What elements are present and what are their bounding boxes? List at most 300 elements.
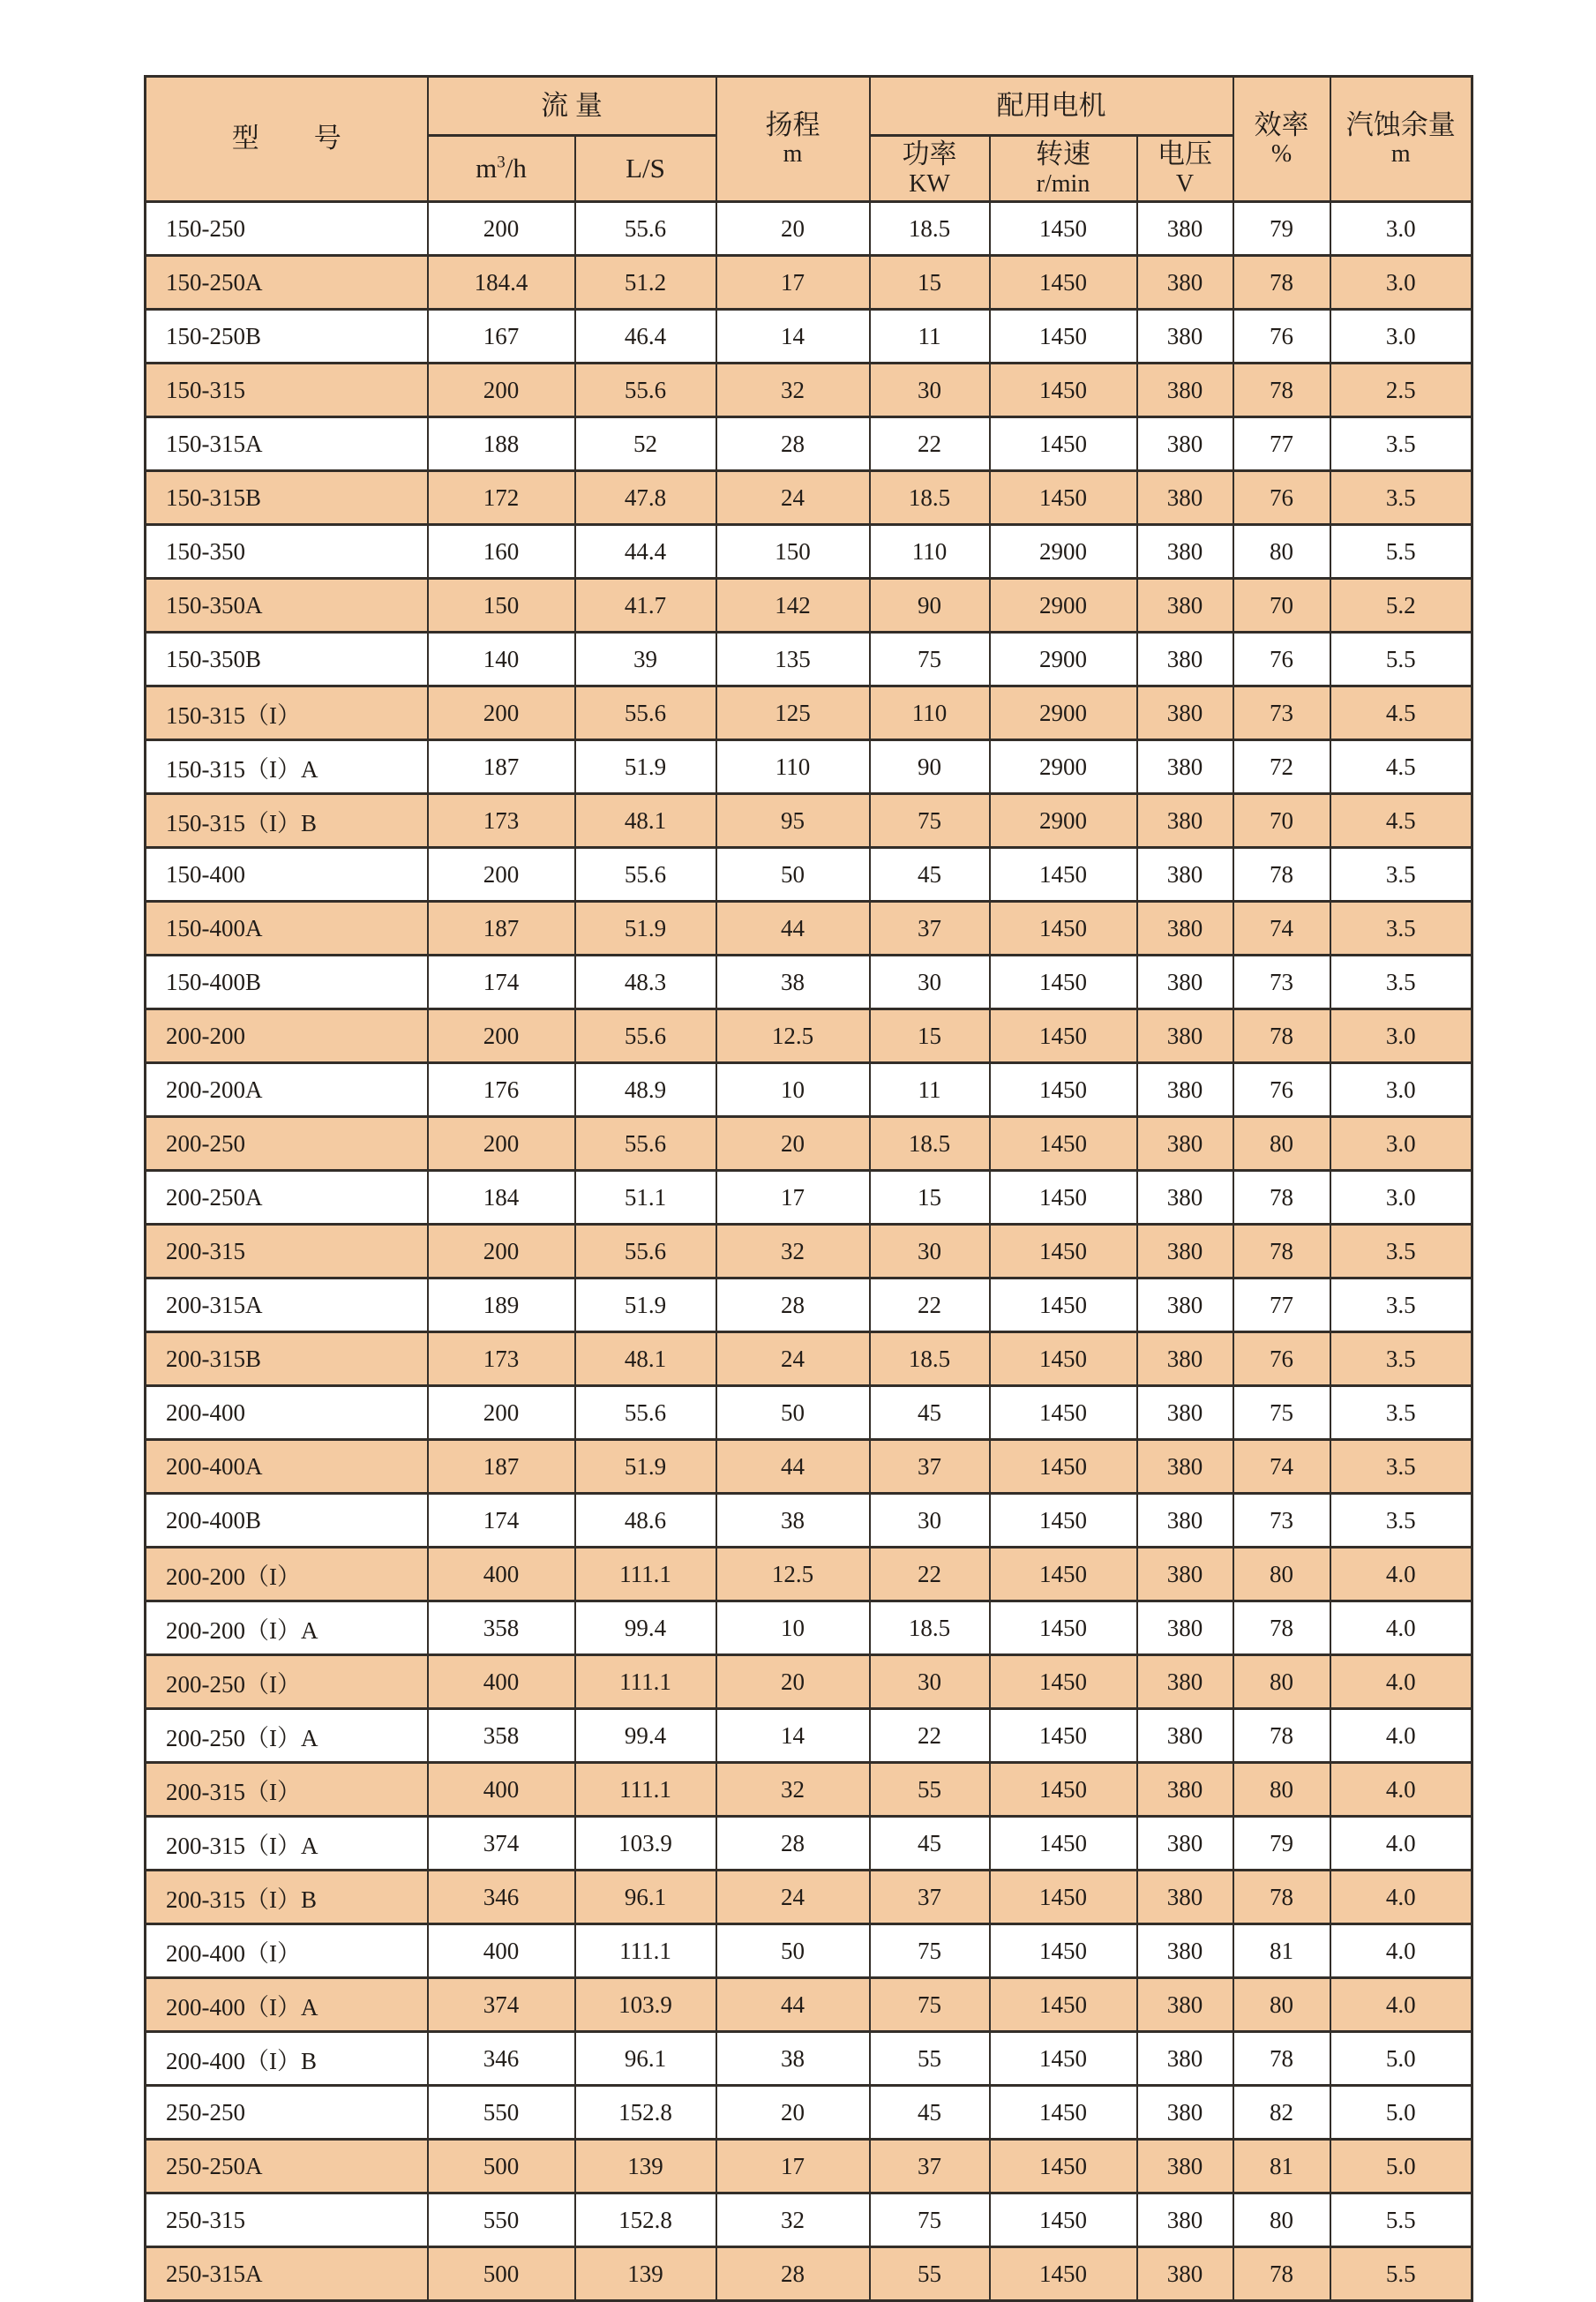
table-row (146, 471, 1472, 525)
cell-flow-m3h: 500 (428, 2247, 575, 2301)
cell-model: 200-315（I）A (146, 1817, 428, 1871)
cell-flow-ls: 51.9 (575, 1440, 716, 1494)
cell-model: 200-400B (146, 1494, 428, 1548)
cell-speed-rpm: 1450 (990, 2247, 1137, 2301)
cell-flow-ls: 46.4 (575, 310, 716, 364)
cell-speed-rpm: 1450 (990, 2032, 1137, 2086)
table-row (146, 202, 1472, 256)
cell-model: 200-400（I）B (146, 2032, 428, 2086)
cell-flow-ls: 55.6 (575, 1009, 716, 1063)
cell-npsh: 3.0 (1330, 256, 1472, 310)
col-header-head (716, 77, 870, 202)
cell-power-kw: 18.5 (870, 471, 990, 525)
cell-npsh: 3.5 (1330, 1440, 1472, 1494)
cell-efficiency: 78 (1233, 1709, 1330, 1763)
cell-power-kw: 18.5 (870, 1601, 990, 1655)
cell-head: 32 (716, 2193, 870, 2247)
cell-head: 135 (716, 633, 870, 686)
cell-power-kw: 45 (870, 2086, 990, 2140)
cell-flow-m3h: 174 (428, 956, 575, 1009)
cell-speed-rpm: 1450 (990, 1225, 1137, 1278)
cell-speed-rpm: 1450 (990, 1171, 1137, 1225)
cell-flow-ls: 41.7 (575, 579, 716, 633)
cell-power-kw: 55 (870, 2247, 990, 2301)
cell-speed-rpm: 1450 (990, 1278, 1137, 1332)
cell-flow-m3h: 187 (428, 740, 575, 794)
cell-flow-m3h: 200 (428, 686, 575, 740)
cell-model: 150-350 (146, 525, 428, 579)
table-header (146, 77, 1472, 202)
cell-speed-rpm: 1450 (990, 1655, 1137, 1709)
cell-flow-ls: 51.2 (575, 256, 716, 310)
table-row (146, 2086, 1472, 2140)
cell-model: 150-350A (146, 579, 428, 633)
cell-efficiency: 80 (1233, 525, 1330, 579)
cell-flow-ls: 44.4 (575, 525, 716, 579)
cell-flow-ls: 139 (575, 2247, 716, 2301)
cell-voltage: 380 (1137, 686, 1233, 740)
cell-speed-rpm: 2900 (990, 794, 1137, 848)
cell-npsh: 4.0 (1330, 1601, 1472, 1655)
cell-head: 50 (716, 1386, 870, 1440)
cell-npsh: 5.5 (1330, 2193, 1472, 2247)
cell-power-kw: 37 (870, 902, 990, 956)
cell-model: 150-315（I）B (146, 794, 428, 848)
cell-voltage: 380 (1137, 2247, 1233, 2301)
cell-npsh: 4.0 (1330, 1978, 1472, 2032)
cell-efficiency: 76 (1233, 471, 1330, 525)
cell-efficiency: 82 (1233, 2086, 1330, 2140)
table-row (146, 417, 1472, 471)
cell-voltage: 380 (1137, 1548, 1233, 1601)
cell-power-kw: 55 (870, 1763, 990, 1817)
cell-voltage: 380 (1137, 1494, 1233, 1548)
col-header-flow-m3h: $m^3/h$ (428, 136, 575, 202)
cell-efficiency: 72 (1233, 740, 1330, 794)
cell-efficiency: 80 (1233, 1655, 1330, 1709)
cell-power-kw: 45 (870, 1817, 990, 1871)
cell-speed-rpm: 1450 (990, 1871, 1137, 1924)
cell-voltage: 380 (1137, 1709, 1233, 1763)
cell-power-kw: 15 (870, 1171, 990, 1225)
cell-voltage: 380 (1137, 2032, 1233, 2086)
cell-speed-rpm: 1450 (990, 310, 1137, 364)
cell-power-kw: 18.5 (870, 1117, 990, 1171)
cell-flow-ls: 139 (575, 2140, 716, 2193)
table-row (146, 902, 1472, 956)
cell-npsh: 3.0 (1330, 202, 1472, 256)
cell-npsh: 3.0 (1330, 1117, 1472, 1171)
cell-power-kw: 37 (870, 1871, 990, 1924)
cell-head: 24 (716, 471, 870, 525)
col-header-power (870, 136, 990, 202)
table-row (146, 1225, 1472, 1278)
cell-model: 200-315A (146, 1278, 428, 1332)
cell-flow-ls: 48.9 (575, 1063, 716, 1117)
cell-flow-m3h: 358 (428, 1709, 575, 1763)
cell-efficiency: 81 (1233, 2140, 1330, 2193)
cell-model: 150-250A (146, 256, 428, 310)
table-row (146, 1601, 1472, 1655)
cell-power-kw: 75 (870, 633, 990, 686)
cell-head: 20 (716, 202, 870, 256)
cell-speed-rpm: 1450 (990, 1924, 1137, 1978)
cell-model: 150-315（I）A (146, 740, 428, 794)
cell-npsh: 3.0 (1330, 1171, 1472, 1225)
cell-head: 20 (716, 2086, 870, 2140)
cell-speed-rpm: 1450 (990, 1763, 1137, 1817)
cell-flow-ls: 99.4 (575, 1601, 716, 1655)
cell-flow-ls: 48.3 (575, 956, 716, 1009)
cell-npsh: 3.5 (1330, 471, 1472, 525)
table-row (146, 1440, 1472, 1494)
cell-efficiency: 78 (1233, 364, 1330, 417)
col-header-efficiency-label: 效率 (1254, 109, 1309, 140)
cell-efficiency: 80 (1233, 1978, 1330, 2032)
cell-efficiency: 80 (1233, 2193, 1330, 2247)
table-row (146, 1278, 1472, 1332)
cell-flow-m3h: 184.4 (428, 256, 575, 310)
cell-flow-m3h: 188 (428, 417, 575, 471)
cell-flow-m3h: 400 (428, 1655, 575, 1709)
cell-voltage: 380 (1137, 848, 1233, 902)
cell-head: 17 (716, 256, 870, 310)
cell-npsh: 4.0 (1330, 1924, 1472, 1978)
cell-power-kw: 11 (870, 1063, 990, 1117)
cell-efficiency: 79 (1233, 1817, 1330, 1871)
cell-head: 12.5 (716, 1009, 870, 1063)
table-row (146, 1117, 1472, 1171)
cell-flow-m3h: 400 (428, 1924, 575, 1978)
cell-power-kw: 30 (870, 1655, 990, 1709)
cell-head: 20 (716, 1117, 870, 1171)
cell-head: 28 (716, 1278, 870, 1332)
cell-npsh: 4.5 (1330, 794, 1472, 848)
cell-model: 200-400（I） (146, 1924, 428, 1978)
cell-flow-ls: 48.6 (575, 1494, 716, 1548)
cell-power-kw: 22 (870, 1548, 990, 1601)
cell-model: 200-315（I） (146, 1763, 428, 1817)
cell-voltage: 380 (1137, 633, 1233, 686)
cell-npsh: 4.0 (1330, 1709, 1472, 1763)
cell-efficiency: 76 (1233, 1332, 1330, 1386)
cell-npsh: 5.0 (1330, 2032, 1472, 2086)
cell-speed-rpm: 1450 (990, 1440, 1137, 1494)
cell-model: 200-200（I）A (146, 1601, 428, 1655)
table-row (146, 1494, 1472, 1548)
cell-head: 14 (716, 310, 870, 364)
cell-flow-ls: 111.1 (575, 1548, 716, 1601)
col-header-head-label: 扬程 (765, 109, 820, 140)
table-row (146, 364, 1472, 417)
cell-model: 200-200 (146, 1009, 428, 1063)
cell-npsh: 4.0 (1330, 1871, 1472, 1924)
cell-npsh: 3.5 (1330, 956, 1472, 1009)
cell-efficiency: 78 (1233, 1601, 1330, 1655)
col-header-speed-unit: r/min (1036, 169, 1090, 198)
cell-head: 38 (716, 1494, 870, 1548)
cell-head: 32 (716, 1763, 870, 1817)
cell-speed-rpm: 1450 (990, 1117, 1137, 1171)
cell-model: 250-250A (146, 2140, 428, 2193)
cell-flow-m3h: 187 (428, 1440, 575, 1494)
cell-flow-m3h: 173 (428, 1332, 575, 1386)
cell-npsh: 3.5 (1330, 848, 1472, 902)
cell-efficiency: 79 (1233, 202, 1330, 256)
cell-efficiency: 78 (1233, 1871, 1330, 1924)
cell-power-kw: 22 (870, 1278, 990, 1332)
cell-speed-rpm: 1450 (990, 2140, 1137, 2193)
cell-model: 200-250 (146, 1117, 428, 1171)
cell-speed-rpm: 2900 (990, 633, 1137, 686)
cell-head: 95 (716, 794, 870, 848)
cell-model: 150-400A (146, 902, 428, 956)
cell-voltage: 380 (1137, 1278, 1233, 1332)
cell-flow-ls: 152.8 (575, 2086, 716, 2140)
cell-efficiency: 80 (1233, 1117, 1330, 1171)
cell-model: 250-315 (146, 2193, 428, 2247)
table-row (146, 256, 1472, 310)
cell-head: 44 (716, 1440, 870, 1494)
cell-speed-rpm: 1450 (990, 2086, 1137, 2140)
cell-flow-ls: 39 (575, 633, 716, 686)
cell-npsh: 5.0 (1330, 2140, 1472, 2193)
cell-flow-m3h: 200 (428, 202, 575, 256)
cell-voltage: 380 (1137, 1063, 1233, 1117)
cell-flow-m3h: 200 (428, 1117, 575, 1171)
cell-power-kw: 30 (870, 1225, 990, 1278)
cell-power-kw: 90 (870, 740, 990, 794)
cell-speed-rpm: 1450 (990, 1063, 1137, 1117)
cell-speed-rpm: 1450 (990, 1548, 1137, 1601)
cell-flow-ls: 99.4 (575, 1709, 716, 1763)
cell-efficiency: 78 (1233, 2247, 1330, 2301)
cell-voltage: 380 (1137, 2193, 1233, 2247)
cell-voltage: 380 (1137, 1978, 1233, 2032)
cell-voltage: 380 (1137, 1171, 1233, 1225)
col-header-speed (990, 136, 1137, 202)
table-row (146, 1978, 1472, 2032)
cell-flow-m3h: 150 (428, 579, 575, 633)
cell-efficiency: 76 (1233, 1063, 1330, 1117)
cell-npsh: 4.0 (1330, 1763, 1472, 1817)
col-header-npsh-label: 汽蚀余量 (1345, 109, 1456, 140)
table-body (146, 202, 1472, 2301)
cell-npsh: 2.5 (1330, 364, 1472, 417)
col-header-head-unit: m (783, 140, 803, 169)
cell-npsh: 5.2 (1330, 579, 1472, 633)
cell-head: 142 (716, 579, 870, 633)
cell-power-kw: 15 (870, 256, 990, 310)
cell-power-kw: 75 (870, 794, 990, 848)
cell-efficiency: 70 (1233, 794, 1330, 848)
cell-head: 44 (716, 902, 870, 956)
cell-model: 150-400B (146, 956, 428, 1009)
col-header-efficiency (1233, 77, 1330, 202)
col-header-speed-label: 转速 (1036, 139, 1090, 170)
cell-speed-rpm: 1450 (990, 1332, 1137, 1386)
cell-model: 200-400（I）A (146, 1978, 428, 2032)
cell-flow-m3h: 184 (428, 1171, 575, 1225)
cell-model: 200-315B (146, 1332, 428, 1386)
cell-model: 250-315A (146, 2247, 428, 2301)
cell-voltage: 380 (1137, 1924, 1233, 1978)
cell-voltage: 380 (1137, 1763, 1233, 1817)
cell-head: 44 (716, 1978, 870, 2032)
cell-model: 200-200A (146, 1063, 428, 1117)
cell-power-kw: 22 (870, 417, 990, 471)
col-header-npsh (1330, 77, 1472, 202)
cell-voltage: 380 (1137, 1117, 1233, 1171)
cell-efficiency: 78 (1233, 256, 1330, 310)
cell-npsh: 4.5 (1330, 686, 1472, 740)
cell-efficiency: 78 (1233, 1171, 1330, 1225)
cell-npsh: 4.5 (1330, 740, 1472, 794)
cell-power-kw: 45 (870, 1386, 990, 1440)
col-header-motor: 配用电机 (870, 77, 1233, 136)
cell-speed-rpm: 1450 (990, 902, 1137, 956)
cell-npsh: 3.5 (1330, 1278, 1472, 1332)
cell-flow-m3h: 174 (428, 1494, 575, 1548)
col-header-power-label: 功率 (902, 139, 957, 170)
cell-flow-ls: 111.1 (575, 1763, 716, 1817)
table-row (146, 956, 1472, 1009)
table-row (146, 1817, 1472, 1871)
cell-voltage: 380 (1137, 1871, 1233, 1924)
cell-voltage: 380 (1137, 202, 1233, 256)
cell-efficiency: 74 (1233, 902, 1330, 956)
cell-voltage: 380 (1137, 417, 1233, 471)
cell-voltage: 380 (1137, 1817, 1233, 1871)
cell-flow-m3h: 346 (428, 1871, 575, 1924)
cell-flow-m3h: 200 (428, 364, 575, 417)
cell-speed-rpm: 1450 (990, 1601, 1137, 1655)
cell-head: 32 (716, 1225, 870, 1278)
cell-speed-rpm: 1450 (990, 471, 1137, 525)
cell-flow-ls: 103.9 (575, 1978, 716, 2032)
cell-voltage: 380 (1137, 471, 1233, 525)
cell-model: 200-400A (146, 1440, 428, 1494)
cell-flow-m3h: 200 (428, 1225, 575, 1278)
col-header-efficiency-unit: % (1270, 140, 1293, 169)
cell-head: 10 (716, 1601, 870, 1655)
table-row (146, 1386, 1472, 1440)
cell-efficiency: 73 (1233, 956, 1330, 1009)
cell-efficiency: 80 (1233, 1763, 1330, 1817)
table-row (146, 1332, 1472, 1386)
cell-npsh: 3.5 (1330, 1332, 1472, 1386)
col-header-flow: 流 量 (428, 77, 716, 136)
cell-model: 200-250A (146, 1171, 428, 1225)
cell-efficiency: 81 (1233, 1924, 1330, 1978)
cell-power-kw: 30 (870, 364, 990, 417)
cell-power-kw: 30 (870, 1494, 990, 1548)
cell-head: 150 (716, 525, 870, 579)
cell-flow-ls: 55.6 (575, 848, 716, 902)
cell-npsh: 3.0 (1330, 1063, 1472, 1117)
table-row (146, 2140, 1472, 2193)
cell-flow-ls: 152.8 (575, 2193, 716, 2247)
cell-flow-ls: 51.9 (575, 740, 716, 794)
table-row (146, 1655, 1472, 1709)
col-header-power-unit: KW (909, 169, 950, 198)
cell-voltage: 380 (1137, 2140, 1233, 2193)
cell-flow-m3h: 200 (428, 1009, 575, 1063)
cell-speed-rpm: 2900 (990, 525, 1137, 579)
cell-flow-m3h: 346 (428, 2032, 575, 2086)
cell-voltage: 380 (1137, 1386, 1233, 1440)
cell-efficiency: 75 (1233, 1386, 1330, 1440)
cell-efficiency: 73 (1233, 686, 1330, 740)
cell-flow-ls: 96.1 (575, 1871, 716, 1924)
cell-power-kw: 18.5 (870, 202, 990, 256)
cell-flow-ls: 55.6 (575, 364, 716, 417)
table-row (146, 1009, 1472, 1063)
table-row (146, 2247, 1472, 2301)
cell-model: 150-350B (146, 633, 428, 686)
cell-model: 200-315（I）B (146, 1871, 428, 1924)
cell-speed-rpm: 1450 (990, 848, 1137, 902)
table-row (146, 794, 1472, 848)
cell-power-kw: 45 (870, 848, 990, 902)
cell-flow-ls: 52 (575, 417, 716, 471)
cell-flow-ls: 47.8 (575, 471, 716, 525)
cell-voltage: 380 (1137, 1332, 1233, 1386)
cell-efficiency: 76 (1233, 633, 1330, 686)
cell-model: 200-315 (146, 1225, 428, 1278)
cell-flow-ls: 51.1 (575, 1171, 716, 1225)
cell-flow-ls: 51.9 (575, 1278, 716, 1332)
cell-npsh: 3.5 (1330, 1225, 1472, 1278)
table-row (146, 2032, 1472, 2086)
cell-head: 50 (716, 848, 870, 902)
cell-flow-ls: 103.9 (575, 1817, 716, 1871)
table-row (146, 1763, 1472, 1817)
cell-speed-rpm: 1450 (990, 256, 1137, 310)
cell-model: 150-315B (146, 471, 428, 525)
cell-flow-m3h: 500 (428, 2140, 575, 2193)
cell-efficiency: 78 (1233, 848, 1330, 902)
cell-flow-ls: 96.1 (575, 2032, 716, 2086)
cell-flow-m3h: 550 (428, 2086, 575, 2140)
cell-voltage: 380 (1137, 2086, 1233, 2140)
cell-voltage: 380 (1137, 902, 1233, 956)
cell-flow-m3h: 200 (428, 848, 575, 902)
cell-efficiency: 70 (1233, 579, 1330, 633)
cell-speed-rpm: 1450 (990, 1494, 1137, 1548)
cell-model: 200-250（I）A (146, 1709, 428, 1763)
cell-flow-m3h: 187 (428, 902, 575, 956)
cell-flow-m3h: 167 (428, 310, 575, 364)
table-row (146, 1709, 1472, 1763)
cell-flow-ls: 55.6 (575, 686, 716, 740)
cell-model: 150-250 (146, 202, 428, 256)
pump-spec-table (144, 75, 1473, 2302)
col-header-voltage-unit: V (1175, 169, 1195, 198)
cell-model: 150-315A (146, 417, 428, 471)
cell-power-kw: 110 (870, 686, 990, 740)
cell-flow-m3h: 140 (428, 633, 575, 686)
cell-power-kw: 75 (870, 2193, 990, 2247)
cell-efficiency: 78 (1233, 1225, 1330, 1278)
cell-model: 150-315 (146, 364, 428, 417)
cell-voltage: 380 (1137, 1225, 1233, 1278)
table-row (146, 2193, 1472, 2247)
cell-flow-m3h: 400 (428, 1763, 575, 1817)
cell-model: 150-250B (146, 310, 428, 364)
cell-flow-ls: 55.6 (575, 202, 716, 256)
cell-npsh: 5.0 (1330, 2086, 1472, 2140)
